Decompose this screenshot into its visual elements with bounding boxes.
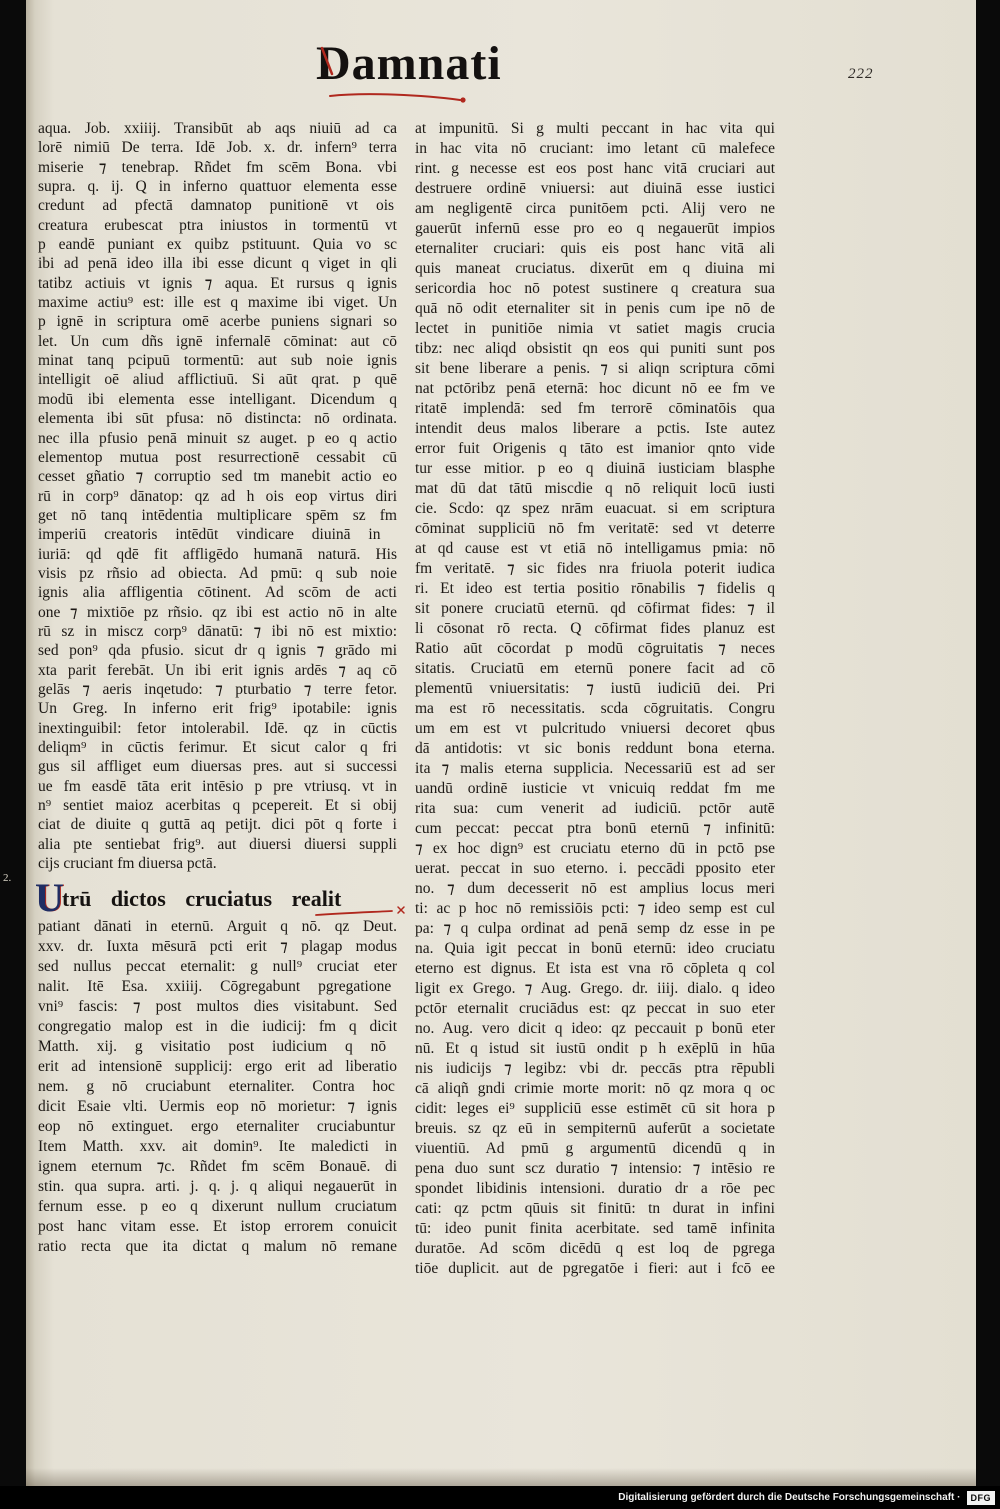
text-line-content: rint. g necesse est eos post hanc vitā cruciari aut xyxy=(415,160,775,177)
text-line-content: nū. Et q istud sit iustū ondit p h exēplū in hūa xyxy=(415,1040,775,1057)
dfg-logo: DFG xyxy=(967,1491,996,1505)
text-line xyxy=(38,254,397,273)
text-line xyxy=(415,159,775,179)
text-line xyxy=(38,1017,397,1037)
text-line xyxy=(415,679,775,699)
text-line-content: pa: ⁊ q culpa ordinat ad penā semp dz esse in pe xyxy=(415,920,775,937)
text-line-content: spondet libidinis intensioni. duratio dr a rōe pec xyxy=(415,1180,775,1197)
text-line-content: supra. q. ij. Q in inferno quattuor elementa esse xyxy=(38,178,397,196)
text-line-content: cā aliqñ gndi crimie morte morit: nō qz mora q oc xyxy=(415,1080,775,1097)
text-line-content: vni⁹ fascis: ⁊ post multos dies visitabunt. Sed xyxy=(38,998,397,1015)
text-line xyxy=(415,739,775,759)
text-line-content: cati: qz pctm qūuis sit finitū: tn durat in infini xyxy=(415,1200,775,1217)
text-line-content: breuis. sz qz eū in sempiternū auferūt a societate xyxy=(415,1120,775,1137)
funding-notice: Digitalisierung gefördert durch die Deutsche Forschungsgemeinschaft · xyxy=(618,1492,961,1503)
text-line xyxy=(38,719,397,738)
text-line xyxy=(38,680,397,699)
text-line-content: gelās ⁊ aeris inqetudo: ⁊ pturbatio ⁊ terre fetor. xyxy=(38,680,397,698)
text-line-content: ignem eternum ⁊c. Rñdet fm scēm Bonauē. di xyxy=(38,1158,397,1175)
text-line-content: mat dū dat tātū miscdie q nō reliquit locū iusti xyxy=(415,480,775,497)
text-line xyxy=(38,622,397,641)
text-line xyxy=(415,119,775,139)
text-line-content: maxime actiu⁹ est: ille est q maxime ibi viget. Un xyxy=(38,294,397,312)
text-line-content: erit ad intensionē supplicij: ergo erit ad liberatio xyxy=(38,1058,397,1075)
text-line-content: in hac vita nō cruciant: imo letant cū malefece xyxy=(415,140,775,157)
text-line xyxy=(38,564,397,583)
text-line xyxy=(38,1217,397,1237)
text-line xyxy=(415,1179,775,1199)
text-line xyxy=(38,1097,397,1117)
text-line xyxy=(38,738,397,757)
text-line-content: patiant dānati in eternū. Arguit q nō. qz Deut. xyxy=(38,918,397,935)
rubric-flourish xyxy=(306,40,486,108)
text-line-content: rū sz in miscz corp⁹ dānatū: ⁊ ibi nō est mixtio: xyxy=(38,622,397,640)
text-line-content: gus sil affliget eum diuersas pres. aut si successi xyxy=(38,758,397,776)
text-line xyxy=(38,957,397,977)
text-line xyxy=(415,939,775,959)
text-line xyxy=(415,1019,775,1039)
right-column xyxy=(415,119,775,1279)
text-line xyxy=(415,879,775,899)
text-line xyxy=(38,937,397,957)
text-line xyxy=(415,319,775,339)
text-line-content: nec illa pfusio penā minuit sz auget. p eo q actio xyxy=(38,429,397,447)
text-line xyxy=(38,467,397,486)
text-line xyxy=(415,859,775,879)
text-line-content: p ignē in scriptura omē acerbe puniens signari so xyxy=(38,313,397,331)
text-line-content: aqua. Job. xxiiij. Transibūt ab aqs niuiū ad ca xyxy=(38,120,397,137)
text-line xyxy=(415,959,775,979)
text-line xyxy=(415,839,775,859)
text-line-content: ri. Et ideo est tertia positio rōnabilis ⁊ fidelis q xyxy=(415,580,775,597)
text-line xyxy=(38,158,397,177)
text-line-content: sit ponere cruciatū eternū. qd cōfirmat fides: ⁊ il xyxy=(415,600,775,617)
text-line-content: duratōe. Ad scōm dicēdū q est loq de pgrega xyxy=(415,1240,775,1257)
text-line-content: no. ⁊ dum decesserit nō est amplius locus meri xyxy=(415,880,775,897)
text-line xyxy=(415,339,775,359)
text-line-content: eternaliter cruciari: quis eis post hanc vitā ali xyxy=(415,240,775,257)
text-line xyxy=(415,919,775,939)
text-line xyxy=(415,1119,775,1139)
text-line xyxy=(415,1159,775,1179)
text-line-content: post hanc vitam esse. Et istop errorem conuicit xyxy=(38,1218,397,1235)
text-line xyxy=(415,719,775,739)
text-line-content: xta parit ferebāt. Un ibi erit ignis ardēs ⁊ aq cō xyxy=(38,661,397,679)
folio-number: 222 xyxy=(848,66,874,82)
text-line xyxy=(38,119,397,138)
text-line-content: uerat. peccat in suo eterno. i. peccādi pposito eter xyxy=(415,860,775,877)
text-line-content: fernum esse. p eo q dixerunt nullum cruciatum xyxy=(38,1198,397,1215)
text-line xyxy=(38,293,397,312)
text-line xyxy=(38,332,397,351)
text-line-content: cōminat suppliciū nō fm veritatē: sed vt deterre xyxy=(415,520,775,537)
text-line-content: Ratio aūt cōcordat p modū cōgruitatis ⁊ neces xyxy=(415,640,775,657)
text-line xyxy=(38,796,397,815)
text-line xyxy=(415,599,775,619)
text-line xyxy=(38,1117,397,1137)
running-title: Damnati xyxy=(316,37,502,90)
text-line-content: lorē nimiū De terra. Idē Job. x. dr. infern⁹ terra xyxy=(38,139,397,157)
margin-note: 2. xyxy=(3,872,12,884)
text-line xyxy=(38,1037,397,1057)
text-line-content: cie. Scdo: qz spez nrām euacuat. si em scriptura xyxy=(415,500,775,517)
text-line xyxy=(415,579,775,599)
text-line-content: inextinguibil: fetor intolerabil. Idē. qz in cūctis xyxy=(38,719,397,737)
text-line-content: Un Greg. In inferno erit frig⁹ ipotabile: ignis xyxy=(38,700,397,718)
text-line xyxy=(38,641,397,660)
text-line xyxy=(415,179,775,199)
text-line xyxy=(415,1219,775,1239)
text-line-content: tibz: nec aliqd obsistit qn eos qui puniti sunt pos xyxy=(415,340,775,357)
text-line-content: dā antidotis: vt sic bonis reddunt bona eterna. xyxy=(415,740,775,757)
text-line-content: ita ⁊ malis eterna supplicia. Necessariū est ad ser xyxy=(415,760,775,777)
text-line-content: n⁹ sentiet maioz acerbitas q pcepereit. Et si obij xyxy=(38,797,397,815)
text-line-content: dicit Esaie vlti. Uermis eop nō morietur: ⁊ ignis xyxy=(38,1098,397,1115)
text-line-content: ue fm easdē tāta erit intēsio p pre vtriusq. vt in xyxy=(38,777,397,795)
text-line xyxy=(38,506,397,525)
text-line xyxy=(415,499,775,519)
text-line-content: imperiū creatoris intēdūt vindicare diuinā in xyxy=(38,526,381,544)
text-line-content: destruere ordinē vniuersi: aut diuinā esse iustici xyxy=(415,180,775,197)
text-line xyxy=(415,1059,775,1079)
text-line-content: creatura erubescat ptra iniustos in tormentū vt xyxy=(38,216,397,234)
text-line xyxy=(415,1239,775,1259)
text-line-content: credunt ad pfectā damnatop punitionē vt ois xyxy=(38,197,395,215)
text-line-content: get nō tanq intēdentia multiplicare spēm sz fm xyxy=(38,506,397,524)
text-line-content: cidit: leges ei⁹ suppliciū esse estimēt cū sit hora p xyxy=(415,1100,775,1117)
text-line xyxy=(415,639,775,659)
text-line-content: elementop mutua post resurrectionē cessabit cū xyxy=(38,448,397,466)
text-line-content: ligit ex Grego. ⁊ Aug. Grego. dr. iiij. dialo. q ideo xyxy=(415,980,775,997)
text-line-content: deliqm⁹ in cūctis ferimur. Et sicut calor q fri xyxy=(38,739,397,756)
text-line-content: Item Matth. xxv. ait domin⁹. Ite maledicti in xyxy=(38,1138,397,1155)
text-line-content: um em est vt pulcritudo vniuersi decoret qbus xyxy=(415,720,775,737)
text-line-content: let. Un cum dñs ignē infernalē cōminat: aut cō xyxy=(38,332,397,350)
text-line-content: at qd cause est vt etiā nō intelligamus pmia: nō xyxy=(415,540,775,557)
text-line xyxy=(415,419,775,439)
text-line-content: gauerūt infernū esse pro eo q negauerūt impios xyxy=(415,220,775,237)
text-line-content: at impunitū. Si g multi peccant in hac vita qui xyxy=(415,120,775,137)
text-line xyxy=(38,583,397,602)
text-line xyxy=(38,699,397,718)
text-line-content: cijs cruciant fm diuersa pctā. xyxy=(38,855,217,873)
section-heading-text: trū dictos cruciatus realit xyxy=(62,886,342,911)
text-line xyxy=(415,979,775,999)
text-line-content: ma est rō necessitatis. scda cōgruitatis. Congru xyxy=(415,700,775,717)
text-line xyxy=(38,1057,397,1077)
text-line xyxy=(415,139,775,159)
text-line xyxy=(38,216,397,235)
decorated-initial: U xyxy=(35,875,64,920)
text-line-content: p eandē puniant ex quibz pstituunt. Quia vo sc xyxy=(38,236,397,254)
text-line-content: sericordia hoc nō potest sustinere q creatura sua xyxy=(415,280,775,297)
text-line xyxy=(38,977,397,997)
text-line xyxy=(38,177,397,196)
text-line xyxy=(38,351,397,370)
text-line xyxy=(38,661,397,680)
text-line-content: ⁊ ex hoc dign⁹ est cruciatu eterno dū in pctō pse xyxy=(415,840,775,857)
text-line xyxy=(415,819,775,839)
text-line xyxy=(38,487,397,506)
left-column-block-1 xyxy=(38,119,397,873)
text-line xyxy=(415,299,775,319)
text-line xyxy=(38,1197,397,1217)
text-line-content: Matth. xij. g visitatio post iudicium q nō xyxy=(38,1038,387,1055)
text-line-content: li cōsonat rō recta. Q cōfirmat fides planuz est xyxy=(415,620,775,637)
text-line-content: nat pctōribz penā eternā: hoc dicunt nō ee fm ve xyxy=(415,380,775,397)
text-line-content: intendit deus malos liberare a pctis. Iste autez xyxy=(415,420,775,437)
text-line-content: quis maneat cruciatus. dixerūt em q diuina mi xyxy=(415,260,775,277)
text-line xyxy=(38,235,397,254)
text-line xyxy=(38,1237,397,1257)
text-line-content: ignis alia affligentia cōtinent. Ad scōm de acti xyxy=(38,584,397,602)
text-line-content: congregatio malop est in die iudicij: fm q dicit xyxy=(38,1018,397,1035)
text-line xyxy=(415,399,775,419)
text-line-content: modū ibi elementa esse intelligant. Dicendum q xyxy=(38,390,397,408)
text-line-content: iuriā: qd qdē fit affligēdo humanā naturā. His xyxy=(38,545,397,563)
text-line xyxy=(415,439,775,459)
text-line xyxy=(415,379,775,399)
text-line xyxy=(415,459,775,479)
text-line xyxy=(415,479,775,499)
text-line-content: ibi ad penā ideo illa ibi esse dicunt q viget in qli xyxy=(38,255,397,273)
text-line-content: nem. g nō cruciabunt eternaliter. Contra hoc xyxy=(38,1078,395,1095)
text-line-content: uandū ordinē iusticie vt vnicuiq reddat fm me xyxy=(415,780,775,797)
text-line xyxy=(415,779,775,799)
text-line xyxy=(415,699,775,719)
text-line xyxy=(38,429,397,448)
text-line xyxy=(38,390,397,409)
text-line-content: miserie ⁊ tenebrap. Rñdet fm scēm Bona. vbi xyxy=(38,158,397,176)
text-line-content: tū: ideo punit finita acerbitate. sed tamē infinita xyxy=(415,1220,775,1237)
text-line-content: rū in corp⁹ dānatop: qz ad h ois eop virtus diri xyxy=(38,487,397,505)
text-line-content: no. Aug. vero dicit q ideo: qz peccauit p bonū eter xyxy=(415,1020,775,1037)
text-line xyxy=(38,1137,397,1157)
footer-bar xyxy=(0,1486,1000,1509)
text-line xyxy=(415,899,775,919)
text-line xyxy=(38,312,397,331)
text-line xyxy=(38,196,397,215)
text-line xyxy=(38,603,397,622)
text-line-content: viuentiū. Ad pmū g argumentū dicendū q in xyxy=(415,1140,775,1157)
text-line xyxy=(38,1077,397,1097)
text-line-content: nis iudicijs ⁊ legibz: vbi dr. peccās ptra rēpubli xyxy=(415,1060,775,1077)
text-line xyxy=(415,199,775,219)
text-line-content: eop nō extinguet. ergo eternaliter cruciabuntur xyxy=(38,1118,396,1135)
text-line-content: visis pz rñsio ad obiecta. Ad pmū: q sub noie xyxy=(38,564,397,582)
text-line xyxy=(38,815,397,834)
text-line-content: alia pte sentiebat frig⁹. aut diuersi diuersi suppli xyxy=(38,835,397,853)
text-line xyxy=(38,448,397,467)
text-line-content: error fuit Origenis q tāto est imanior qnto vide xyxy=(415,440,775,457)
text-line xyxy=(38,545,397,564)
text-line xyxy=(415,359,775,379)
text-line xyxy=(415,1079,775,1099)
text-line-content: xxv. dr. Iuxta mēsurā pcti erit ⁊ plagap modus xyxy=(38,938,397,955)
text-line-content: sit bene liberare a penis. ⁊ si aliqn scriptura cōmi xyxy=(415,360,775,377)
text-line-content: pctōr eternalit cruciādus est: qz peccat in suo eter xyxy=(415,1000,775,1017)
text-line-content: eterno est dignus. Et ista est vna rō cōpleta q col xyxy=(415,960,775,977)
text-line xyxy=(415,559,775,579)
text-line xyxy=(38,138,397,157)
text-line xyxy=(415,659,775,679)
text-line xyxy=(415,1259,775,1279)
text-line-content: tur esse mitior. p eo q diuinā iusticiam blasphe xyxy=(415,460,775,477)
text-line xyxy=(38,370,397,389)
text-line-content: pena duo sunt scz duratio ⁊ intensio: ⁊ intēsio re xyxy=(415,1160,775,1177)
text-line xyxy=(415,999,775,1019)
text-line-content: sitatis. Cruciatū em eternū ponere facit ad cō xyxy=(415,660,775,677)
text-line xyxy=(38,1177,397,1197)
text-line xyxy=(415,1039,775,1059)
text-line-content: ritatē implendā: sed fm terrorē cōminatōis qua xyxy=(415,400,775,417)
text-line-content: ti: ac p hoc nō remissiōis pcti: ⁊ ideo semp est cul xyxy=(415,900,775,917)
text-line-content: plementū vniuersitatis: ⁊ iustū iudiciū dei. Pri xyxy=(415,680,775,697)
text-line xyxy=(38,997,397,1017)
text-line xyxy=(415,259,775,279)
text-line-content: sed pon⁹ qda pfusio. sicut dr q ignis ⁊ grādo mi xyxy=(38,642,397,660)
text-line xyxy=(415,1199,775,1219)
text-line xyxy=(38,525,397,544)
text-line-content: am negligentē circa punitōem pcti. Alij vero ne xyxy=(415,200,775,217)
text-line-content: nalit. Itē Esa. xxiiij. Cōgregabunt pgregatione xyxy=(38,978,392,995)
text-line xyxy=(415,539,775,559)
text-line xyxy=(415,279,775,299)
text-line-content: cesset gñatio ⁊ corruptio sed tm manebit actio eo xyxy=(38,468,397,486)
text-line xyxy=(38,917,397,937)
text-line xyxy=(38,777,397,796)
text-line-content: quā nō odit eternaliter sit in penis cum ipe nō de xyxy=(415,300,775,317)
text-line xyxy=(38,1157,397,1177)
text-line-content: ciat de diuite q guttā aq petijt. dici pōt q forte i xyxy=(38,816,397,834)
text-line xyxy=(38,274,397,293)
text-line xyxy=(38,854,397,873)
left-column-block-2 xyxy=(38,917,397,1257)
text-line-content: tatibz actiuis vt ignis ⁊ aqua. Et rursus q ignis xyxy=(38,274,397,292)
text-line xyxy=(415,519,775,539)
text-line xyxy=(38,835,397,854)
text-line xyxy=(415,1139,775,1159)
text-line xyxy=(38,409,397,428)
text-line xyxy=(415,759,775,779)
text-line-content: cum peccat: peccat ptra bonū eternū ⁊ infinitū: xyxy=(415,820,775,837)
text-line-content: one ⁊ mixtiōe pz rñsio. qz ibi est actio nō in alte xyxy=(38,603,397,621)
text-line-content: sed nullus peccat eternalit: g null⁹ cruciat eter xyxy=(38,958,397,975)
text-line xyxy=(415,799,775,819)
text-line-content: na. Quia igit peccat in bonū eternū: ideo cruciatu xyxy=(415,940,775,957)
text-line xyxy=(415,219,775,239)
text-line-content: rita sua: cum venerit ad iudiciū. pctōr autē xyxy=(415,800,775,817)
text-line-content: elementa ibi sūt pfusa: nō distincta: nō ordinata. xyxy=(38,410,397,428)
text-line-content: tiōe duplicit. aut de pgregatōe i fieri: aut i fcō ee xyxy=(415,1260,775,1277)
text-line xyxy=(415,619,775,639)
text-line-content: fm veritatē. ⁊ sic fides nra friuola poterit iudica xyxy=(415,560,775,577)
text-line xyxy=(415,239,775,259)
text-line-content: ratio recta que ita dictat q malum nō remane xyxy=(38,1238,397,1255)
text-line-content: minat tanq pcipuū tormentū: aut sub noie ignis xyxy=(38,352,397,370)
text-line-content: lectet in punitiōe nimia vt satiet magis crucia xyxy=(415,320,775,337)
text-line-content: stin. qua supra. arti. j. q. j. q aliqui negauerūt in xyxy=(38,1178,397,1195)
text-line-content: intelligit oē aliud afflictiuū. Si aūt qrat. p quē xyxy=(38,371,397,389)
text-line xyxy=(38,757,397,776)
text-line xyxy=(415,1099,775,1119)
